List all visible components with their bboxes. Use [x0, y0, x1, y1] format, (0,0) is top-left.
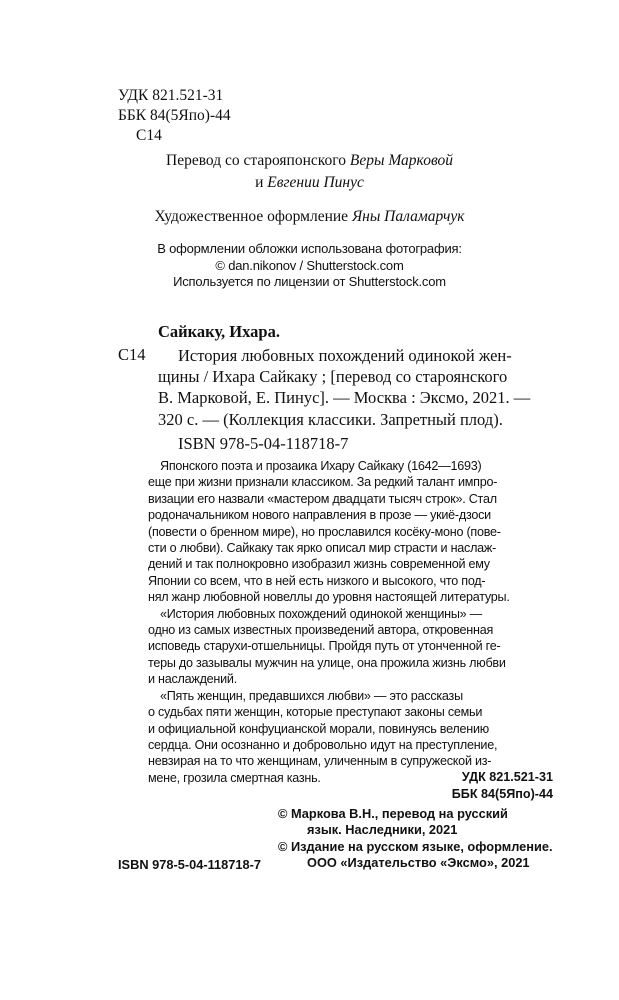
description-line: 320 с. — (Коллекция классики. Запретный плод).	[158, 409, 503, 429]
annotation-line: невзирая на то что женщинам, уличенным в супружеской из-	[148, 754, 492, 769]
photo-credit-line: Используется по лицензии от Shutterstock.com	[173, 274, 446, 289]
description-line: В. Марковой, Е. Пинус]. — Москва : Эксмо, 2021. —	[158, 388, 531, 408]
bbk-code: ББК 84(5Япо)-44	[118, 107, 231, 124]
bottom-classification-block	[452, 769, 553, 802]
description-line: История любовных похождений одинокой жен-	[178, 346, 512, 365]
copyright-line: ООО «Издательство «Эксмо», 2021	[307, 855, 530, 871]
catalog-isbn: ISBN 978-5-04-118718-7	[178, 434, 349, 453]
annotation-line: одно из самых известных произведений автора, откровенная	[148, 623, 494, 638]
photo-credit-line: В оформлении обложки использована фотография:	[157, 241, 462, 256]
annotation-line: нял жанр любовной новеллы до уровня настоящей литературы.	[148, 590, 510, 605]
annotation-line: теры до зазывалы мужчин на улице, она прожила жизнь любви	[148, 655, 506, 670]
catalog-author-heading: Сайкаку, Ихара.	[158, 322, 280, 341]
udk-code-bottom: УДК 821.521-31	[461, 770, 553, 784]
annotation-line: родоначальником нового направления в прозе — укиё-дзоси	[148, 508, 491, 523]
design-prefix: Художественное оформление	[154, 208, 352, 225]
author-mark: С14	[136, 127, 162, 144]
isbn-bottom: ISBN 978-5-04-118718-7	[118, 857, 261, 872]
top-classification-block	[118, 86, 231, 146]
annotation-line: исповедь старухи-отшельницы. Пройдя путь от утонченной ге-	[148, 639, 501, 654]
annotation-line: и официальной конфуцианской морали, повинуясь велению	[148, 721, 489, 736]
designer-name: Яны Паламарчук	[351, 208, 465, 225]
annotation-line: о судьбах пяти женщин, которые преступают законы семьи	[148, 705, 483, 720]
description-line: щины / Ихара Сайкаку ; [перевод со староянского	[158, 367, 508, 387]
conjunction: и	[255, 174, 268, 191]
catalog-description	[158, 345, 559, 430]
annotation-line: Японии со всем, что в ней есть низкого и высокого, что под-	[148, 573, 486, 588]
copyright-block	[278, 806, 553, 872]
annotation-line: (повести о бренном мире), но прославился косёку-моно (пове-	[148, 524, 501, 539]
translator-1: Веры Марковой	[349, 152, 453, 169]
design-credit	[0, 206, 619, 227]
annotation-line: сердца. Они осознанно и добровольно идут на преступление,	[148, 737, 498, 752]
annotation-line: Японского поэта и прозаика Ихару Сайкаку (1642—1693)	[160, 459, 482, 473]
annotation-line: сти о любви). Сайкаку так ярко описал мир страсти и наслаж-	[148, 541, 497, 556]
copyright-line: © Издание на русском языке, оформление.	[278, 838, 553, 854]
photo-credit	[0, 241, 619, 291]
annotation-line: «История любовных похождений одинокой женщины» —	[160, 606, 482, 621]
annotation-line: мене, грозила смертная казнь.	[148, 770, 321, 785]
udk-code: УДК 821.521-31	[118, 87, 224, 104]
translation-credit-line1	[0, 150, 619, 171]
annotation-line: еще при жизни признали классиком. За редкий талант импро-	[148, 475, 498, 490]
translation-prefix: Перевод со старояпонского	[166, 152, 350, 169]
catalog-call-mark: С14	[118, 345, 146, 364]
photo-credit-line: © dan.nikonov / Shutterstock.com	[215, 257, 404, 273]
copyright-line: © Маркова В.Н., перевод на русский	[278, 806, 508, 821]
translation-credit-line2	[0, 172, 619, 193]
translator-2: Евгении Пинус	[267, 174, 364, 191]
annotation-line: и наслаждений.	[148, 672, 237, 687]
annotation-line: «Пять женщин, предавшихся любви» — это рассказы	[160, 688, 463, 703]
copyright-line: язык. Наследники, 2021	[307, 822, 458, 838]
annotation-line: визации его назвали «мастером двадцати тысяч строк». Стал	[148, 491, 497, 506]
annotation-line: дений и так полнокровно изобразил жизнь современной ему	[148, 557, 490, 572]
bbk-code-bottom: ББК 84(5Япо)-44	[451, 786, 553, 801]
annotation-text	[148, 458, 558, 786]
